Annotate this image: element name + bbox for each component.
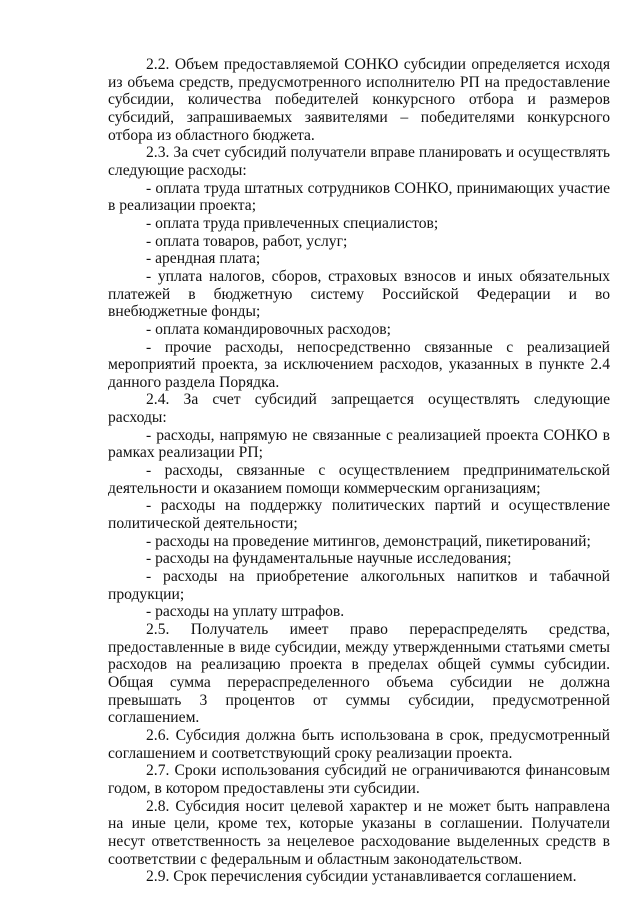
list-item: - прочие расходы, непосредственно связанные с реализацией мероприятий проекта, за исключением расходов, указанных в пункте 2.4 данного раздела Порядка. — [108, 338, 610, 391]
list-item: - арендная плата; — [146, 250, 261, 268]
document-body — [108, 56, 610, 886]
list-item: - оплата труда штатных сотрудников СОНКО, принимающих участие в реализации проекта; — [108, 179, 610, 215]
list-item: - расходы на поддержку политических партий и осуществление политической деятельности; — [108, 497, 610, 533]
list-item: - расходы, связанные с осуществлением предпринимательской деятельности и оказанием помощи коммерческим организациям; — [108, 462, 610, 497]
paragraph-2-3: 2.3. За счет субсидий получатели вправе планировать и осуществлять следующие расходы: — [108, 144, 610, 179]
list-item: - расходы на проведение митингов, демонстраций, пикетирований; — [146, 532, 591, 550]
paragraph-2-6: 2.6. Субсидия должна быть использована в срок, предусмотренный соглашением и соответствующий сроку реализации проекта. — [108, 726, 610, 762]
list-item: - оплата труда привлеченных специалистов; — [146, 214, 439, 232]
list-item: - расходы на приобретение алкогольных напитков и табачной продукции; — [108, 568, 610, 603]
list-item: - расходы на уплату штрафов. — [146, 603, 345, 621]
paragraph-2-8: 2.8. Субсидия носит целевой характер и не может быть направлена на иные цели, кроме тех, которые указаны в соглашении. Получатели несут ответственность за нецелевое расходование выделенных средств в соответствии с федеральным и областным законодательством. — [108, 797, 610, 868]
paragraph-2-2: 2.2. Объем предоставляемой СОНКО субсидии определяется исходя из объема средств, предусмотренного исполнителю РП на предоставление субсидии, количества победителей конкурсного отбора и размеров субсидий, запрашиваемых заявителями – победителями конкурсного отбора из областного бюджета. — [108, 56, 610, 144]
paragraph-2-5: 2.5. Получатель имеет право перераспределять средства, предоставленные в виде субсидии, между утвержденными статьями сметы расходов на реализацию проекта в пределах общей суммы субсидии. Общая сумма перераспределенного объема субсидии не должна превышать 3 процентов от суммы субсидии, предусмотренной соглашением. — [108, 621, 610, 727]
list-item: - расходы на фундаментальные научные исследования; — [146, 550, 512, 568]
paragraph-2-4: 2.4. За счет субсидий запрещается осуществлять следующие расходы: — [108, 391, 610, 427]
list-item: - уплата налогов, сборов, страховых взносов и иных обязательных платежей в бюджетную систему Российской Федерации и во внебюджетные фонды; — [108, 267, 610, 321]
list-item: - расходы, напрямую не связанные с реализацией проекта СОНКО в рамках реализации РП; — [108, 426, 610, 462]
paragraph-2-9: 2.9. Срок перечисления субсидии устанавливается соглашением. — [146, 868, 577, 886]
paragraph-2-7: 2.7. Сроки использования субсидий не ограничиваются финансовым годом, в котором предоставлены эти субсидии. — [108, 762, 610, 797]
list-item: - оплата товаров, работ, услуг; — [146, 232, 348, 250]
list-item: - оплата командировочных расходов; — [146, 320, 391, 338]
